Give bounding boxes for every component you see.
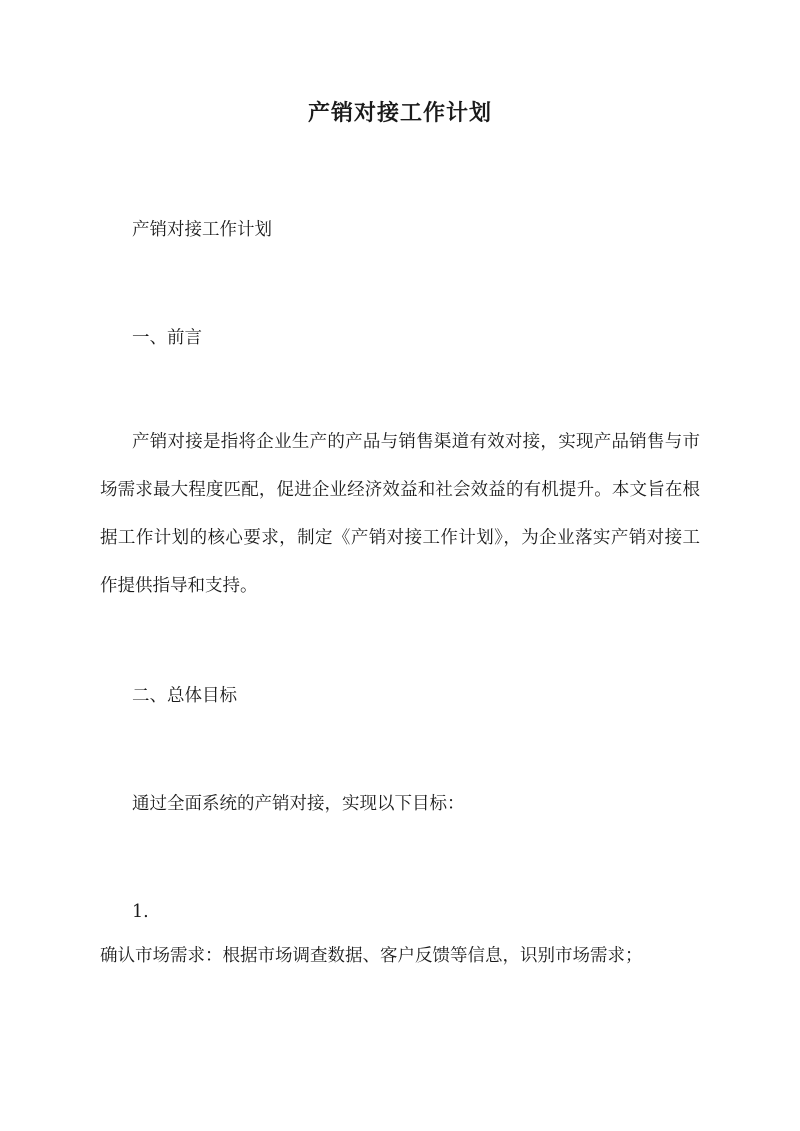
document-subtitle: 产销对接工作计划 — [132, 220, 272, 240]
preface-paragraph: 产销对接是指将企业生产的产品与销售渠道有效对接，实现产品销售与市场需求最大程度匹配，促进企业经济效益和社会效益的有机提升。本文旨在根据工作计划的核心要求，制定《产销对接工作计划》，为企业落实产销对接工作提供指导和支持。 — [100, 432, 700, 596]
section-heading-overall-goals: 二、总体目标 — [132, 686, 237, 706]
list-item-number: 1. — [132, 902, 149, 922]
document-title: 产销对接工作计划 — [307, 100, 492, 126]
goals-intro: 通过全面系统的产销对接，实现以下目标： — [132, 794, 465, 814]
section-heading-preface: 一、前言 — [132, 328, 202, 348]
list-item-text: 确认市场需求：根据市场调查数据、客户反馈等信息，识别市场需求； — [100, 946, 643, 966]
